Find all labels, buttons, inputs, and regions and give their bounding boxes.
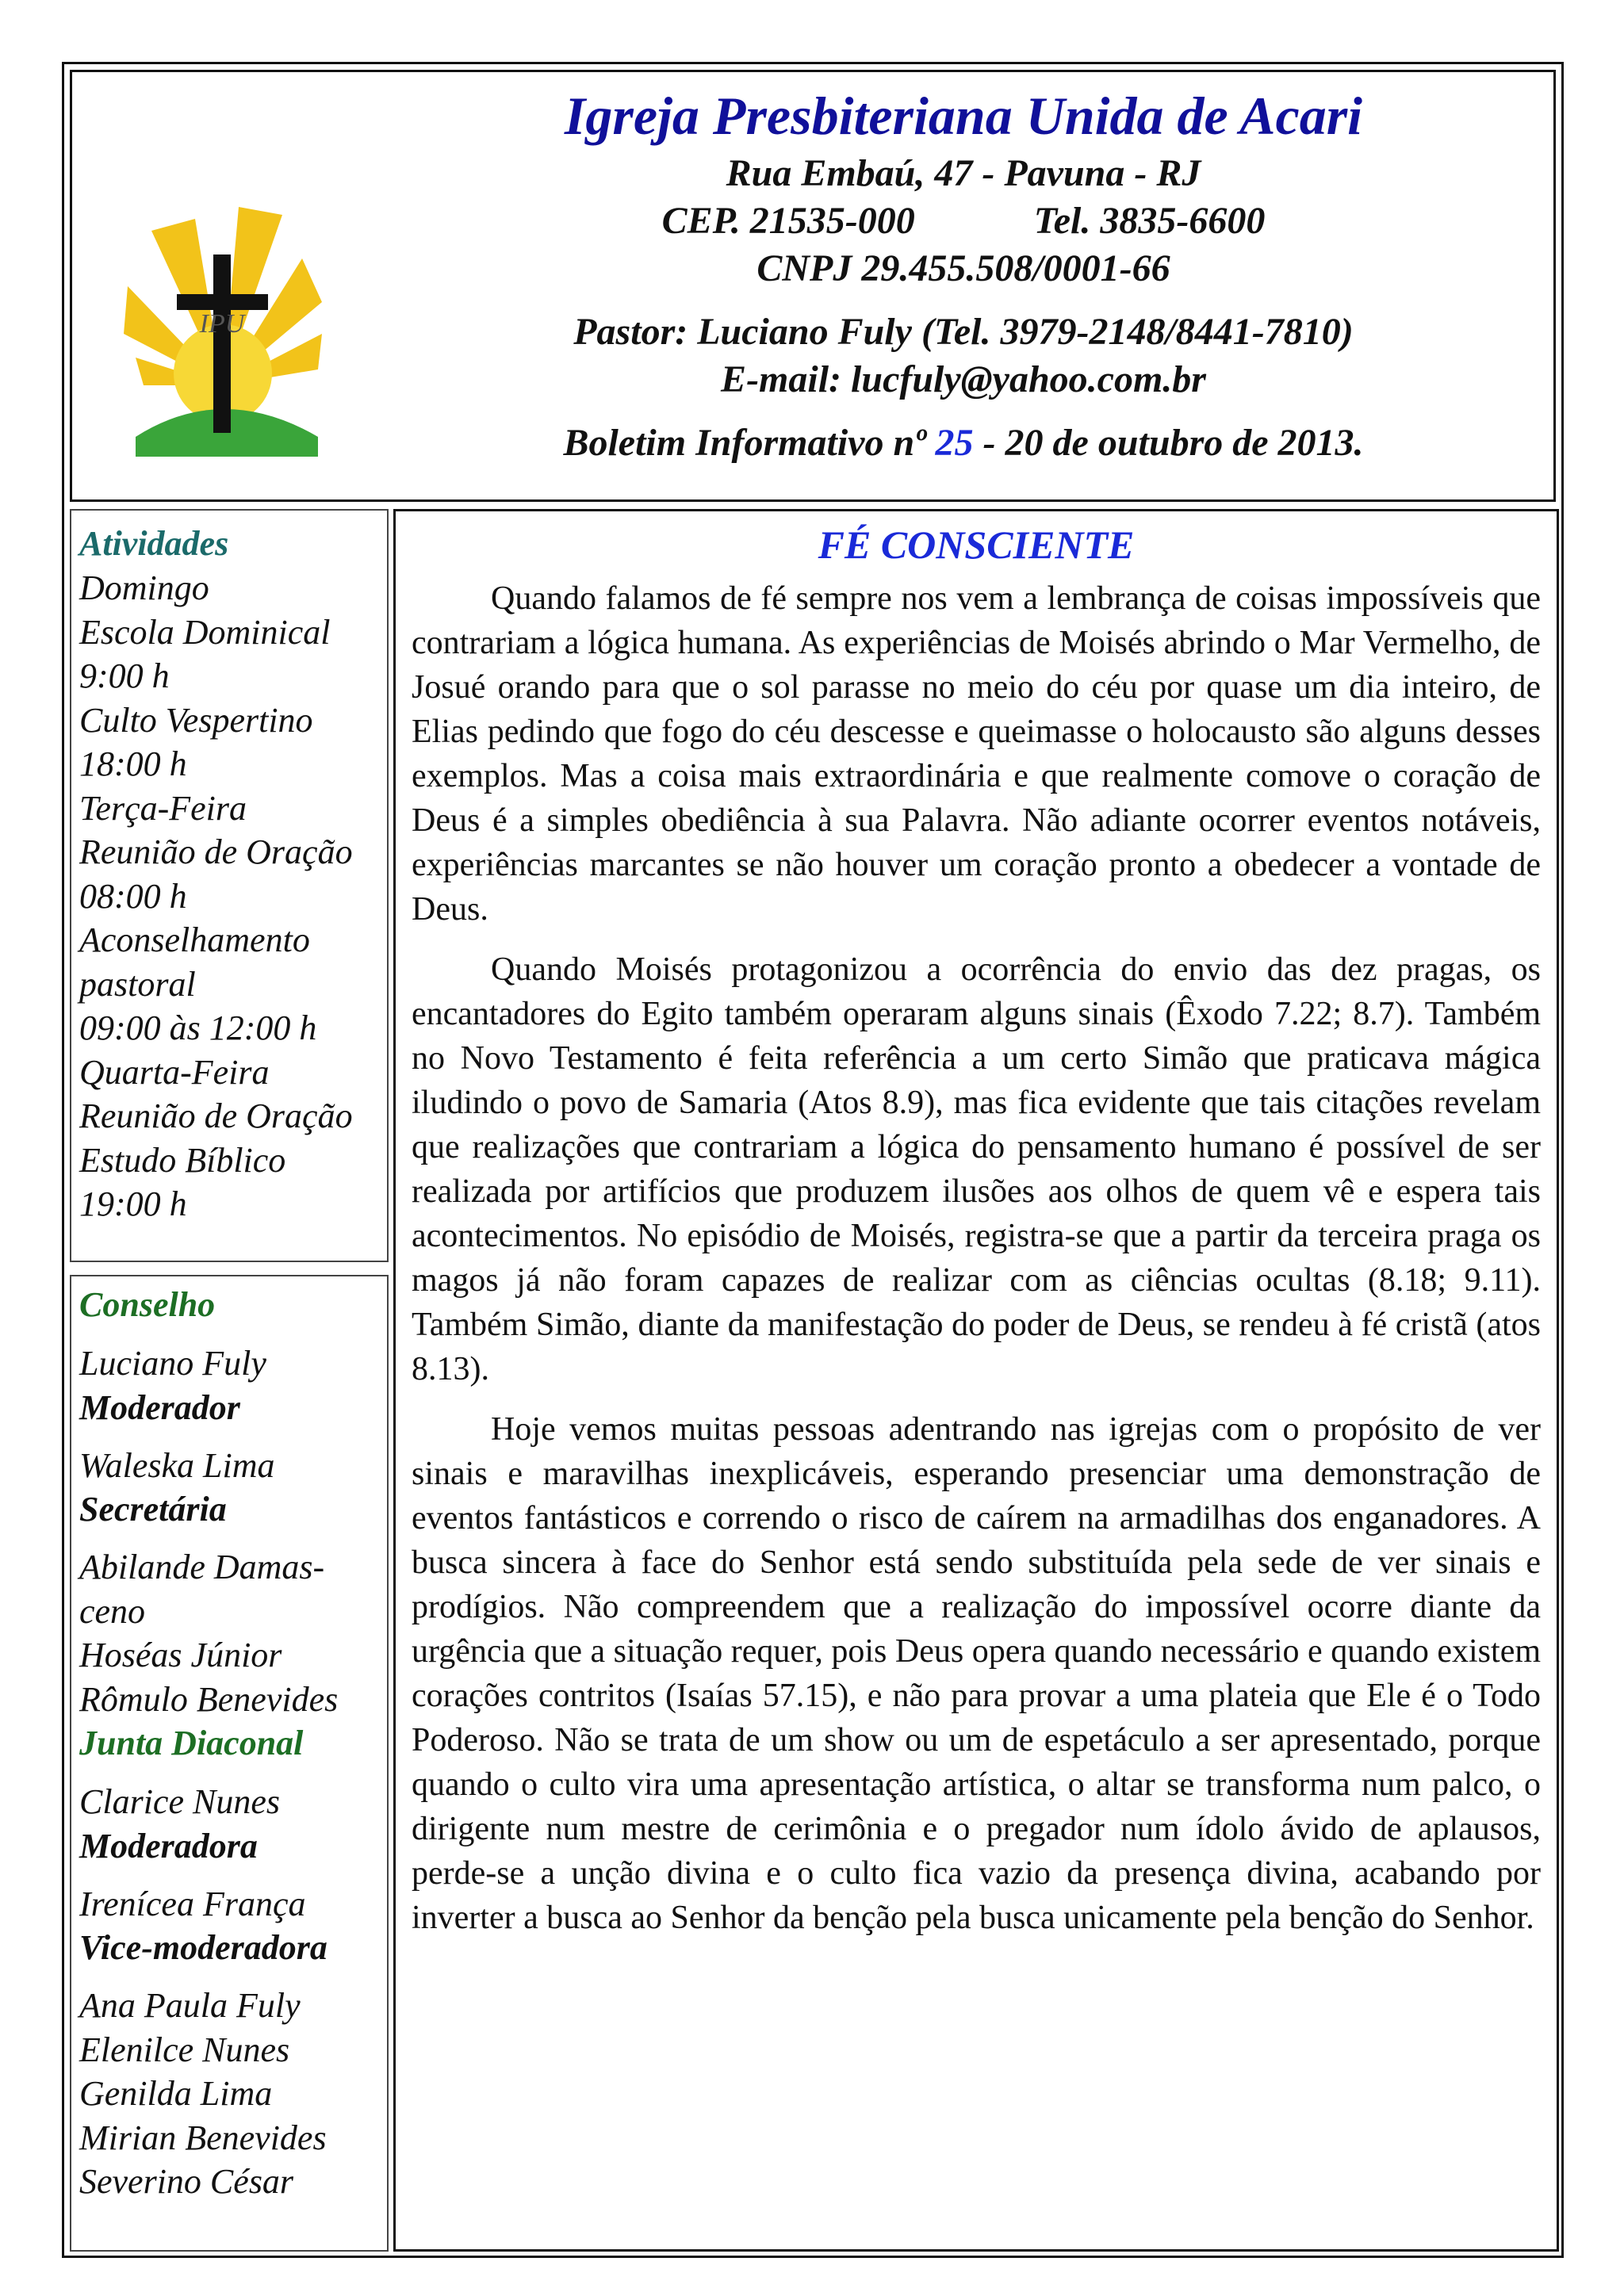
cep-tel-line — [389, 197, 1538, 245]
deacon-member: Ana Paula Fuly — [79, 1986, 301, 2025]
deacon-member: Genilda Lima — [79, 2074, 273, 2113]
activity-line: 19:00 h — [79, 1184, 187, 1223]
council-member: ceno — [79, 1591, 146, 1631]
church-name: Igreja Presbiteriana Unida de Acari — [564, 86, 1363, 146]
deacon-name: Irenícea França — [79, 1884, 306, 1923]
activity-line: Reunião de Oração — [79, 832, 353, 871]
council-member: Abilande Damas- — [79, 1548, 325, 1586]
council-box — [70, 1275, 389, 2252]
telephone: Tel. 3835-6600 — [1033, 200, 1266, 242]
deacon-role: Moderadora — [79, 1826, 258, 1866]
article-paragraph: Quando falamos de fé sempre nos vem a lembrança de coisas impossíveis que contrariam a lógica humana. As experiências de Moisés abrindo o Mar Vermelho, de Josué orando para que o sol parasse no meio do céu por quase um dia inteiro, de Elias pedindo que fogo do céu descesse e queimasse o holocausto são alguns desses exemplos. Mas a coisa mais extraordinária e que realmente comove o coração de Deus é a simples obediência à sua Palavra. Não adiante ocorrer eventos notáveis, experiências marcantes se não houver um coração pronto a obedecer a vontade de Deus. — [412, 580, 1541, 928]
activity-line: Reunião de Oração — [79, 1096, 353, 1135]
deacon-member: Severino César — [79, 2162, 294, 2201]
activity-line: Quarta-Feira — [79, 1052, 270, 1092]
bulletin-line — [389, 419, 1538, 467]
email-line: E-mail: lucfuly@yahoo.com.br — [721, 358, 1206, 400]
activity-line: Domingo — [79, 568, 209, 607]
council-member-role: Secretária — [79, 1490, 227, 1529]
article-title: FÉ CONSCIENTE — [818, 522, 1135, 567]
activities-box — [70, 509, 389, 1262]
deacon-name: Clarice Nunes — [79, 1782, 280, 1821]
header-box — [70, 70, 1556, 502]
cnpj: CNPJ 29.455.508/0001-66 — [756, 247, 1170, 289]
deacon-member: Elenilce Nunes — [79, 2030, 290, 2069]
activity-line: 9:00 h — [79, 656, 170, 695]
deacon-role: Vice-moderadora — [79, 1928, 327, 1967]
activity-line: Aconselhamento — [79, 920, 310, 959]
council-member-name: Luciano Fuly — [79, 1344, 266, 1383]
council-member: Rômulo Benevides — [79, 1679, 339, 1719]
activity-line: 08:00 h — [79, 876, 187, 916]
council-member-role: Moderador — [79, 1387, 240, 1427]
activity-line: 18:00 h — [79, 744, 187, 783]
bulletin-prefix: Boletim Informativo nº — [563, 422, 926, 464]
deacons-title: Junta Diaconal — [79, 1724, 304, 1762]
activity-line: Terça-Feira — [79, 788, 247, 828]
deacon-member: Mirian Benevides — [79, 2118, 327, 2157]
article-box — [393, 509, 1559, 2252]
logo-monogram: IPU — [199, 309, 245, 339]
cep: CEP. 21535-000 — [661, 200, 915, 242]
activity-line: Estudo Bíblico — [79, 1140, 286, 1180]
article-paragraph: Quando Moisés protagonizou a ocorrência do envio das dez pragas, os encantadores do Egito também operaram alguns sinais (Êxodo 7.22; 8.7). Também no Novo Testamento é feita referência a um certo Simão que praticava mágica iludindo o povo de Samaria (Atos 8.9), mas fica evidente que tais citações revelam que realizações que contrariam a lógica do pensamento humano é possível de ser realizada por artifícios que produzem ilusões aos olhos de quem vê e espera tais acontecimentos. No episódio de Moisés, registra-se que a partir da terceira praga os magos já não foram capazes de realizar com as ciências ocultas (8.18; 9.11). Também Simão, diante da manifestação do poder de Deus, se rendeu à fé cristã (atos 8.13). — [412, 951, 1541, 1387]
activities-title: Atividades — [79, 524, 229, 563]
address: Rua Embaú, 47 - Pavuna - RJ — [726, 152, 1201, 194]
cross-sun-logo-icon — [120, 183, 326, 469]
council-member: Hoséas Júnior — [79, 1636, 282, 1674]
bulletin-number: 25 — [935, 422, 974, 464]
council-title: Conselho — [79, 1285, 216, 1324]
pastor-line: Pastor: Luciano Fuly (Tel. 3979-2148/8441-7810) — [573, 311, 1354, 353]
activity-line: Escola Dominical — [79, 612, 331, 652]
activity-line: 09:00 às 12:00 h — [79, 1008, 317, 1047]
article-paragraph: Hoje vemos muitas pessoas adentrando nas igrejas com o propósito de ver sinais e maravilhas inexplicáveis, esperando presenciar uma demonstração de eventos fantásticos e correndo o risco de caírem na armadilhas dos enganadores. A busca sincera à face do Senhor está sendo substituída pela sede de ver sinais e prodígios. Não compreendem que a realização do impossível ocorre diante da urgência que a situação requer, pois Deus opera quando necessário e quando existem corações contritos (Isaías 57.15), e não para provar a uma plateia que Ele é o Todo Poderoso. Não se trata de um show ou um de espetáculo a ser apresentado, porque quando o culto vira uma apresentação artística, o altar se transforma num palco, o dirigente num mestre de cerimônia e o pregador num ídolo ávido de aplausos, perde-se a unção divina e o culto fica vazio da presença divina, acabando por inverter a busca ao Senhor da benção pela busca unicamente pela benção do Senhor. — [412, 1411, 1541, 1936]
council-member-name: Waleska Lima — [79, 1445, 275, 1485]
bulletin-date: - 20 de outubro de 2013. — [982, 422, 1364, 464]
activity-line: pastoral — [79, 964, 196, 1004]
activity-line: Culto Vespertino — [79, 700, 313, 740]
